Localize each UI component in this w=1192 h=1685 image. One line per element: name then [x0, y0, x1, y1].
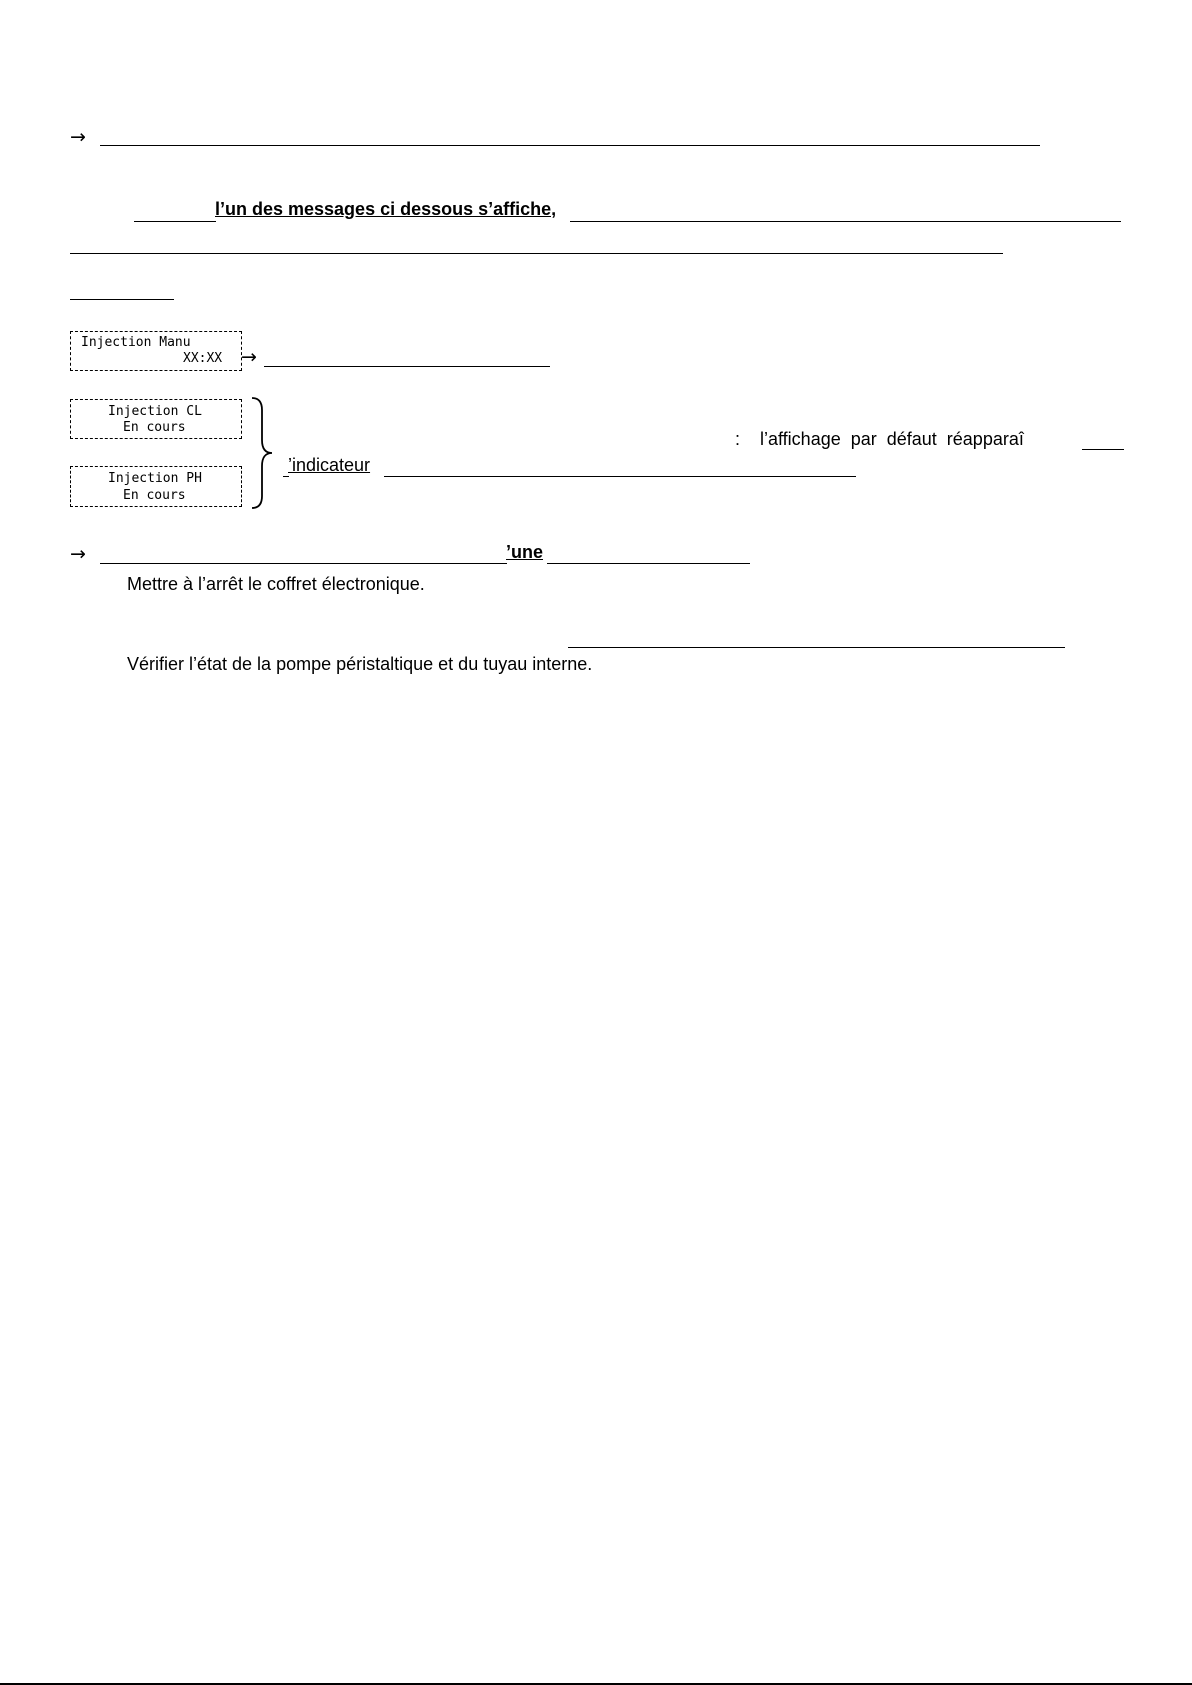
blank-underline [1082, 449, 1124, 450]
step-text: Vérifier l’état de la pompe péristaltique et du tuyau interne. [127, 654, 593, 674]
lcd-line-1: Injection PH [108, 471, 202, 486]
une-text: ’une [506, 542, 544, 562]
blank-underline [70, 253, 1003, 254]
arrow-icon: → [70, 543, 86, 565]
blank-underline [70, 299, 174, 300]
blank-underline [547, 563, 750, 564]
blank-underline [100, 563, 507, 564]
arrow-icon: → [70, 126, 86, 148]
curly-brace-icon [248, 396, 276, 510]
default-display-text: l’affichage par défaut réapparaî [760, 429, 1024, 449]
lcd-line-1: Injection Manu [81, 335, 191, 350]
lcd-line-2: En cours [123, 420, 186, 435]
blank-underline [134, 221, 216, 222]
lcd-line-1: Injection CL [108, 404, 202, 419]
blank-underline [570, 221, 1121, 222]
lcd-line-2: En cours [123, 488, 186, 503]
colon-separator: : [735, 429, 741, 449]
heading-message-line: l’un des messages ci dessous s’affiche, [215, 199, 557, 219]
blank-underline [264, 366, 550, 367]
step-text: Mettre à l’arrêt le coffret électronique. [127, 574, 425, 594]
lcd-display-ph [70, 466, 242, 507]
blank-underline [100, 145, 1040, 146]
blank-underline [283, 476, 289, 477]
indicator-text: ’indicateur [288, 455, 371, 475]
lcd-display-cl [70, 399, 242, 439]
arrow-icon: → [241, 346, 257, 368]
lcd-line-2: XX:XX [183, 351, 223, 366]
blank-underline [568, 647, 1065, 648]
lcd-display-manual [70, 331, 242, 371]
blank-underline [384, 476, 856, 477]
